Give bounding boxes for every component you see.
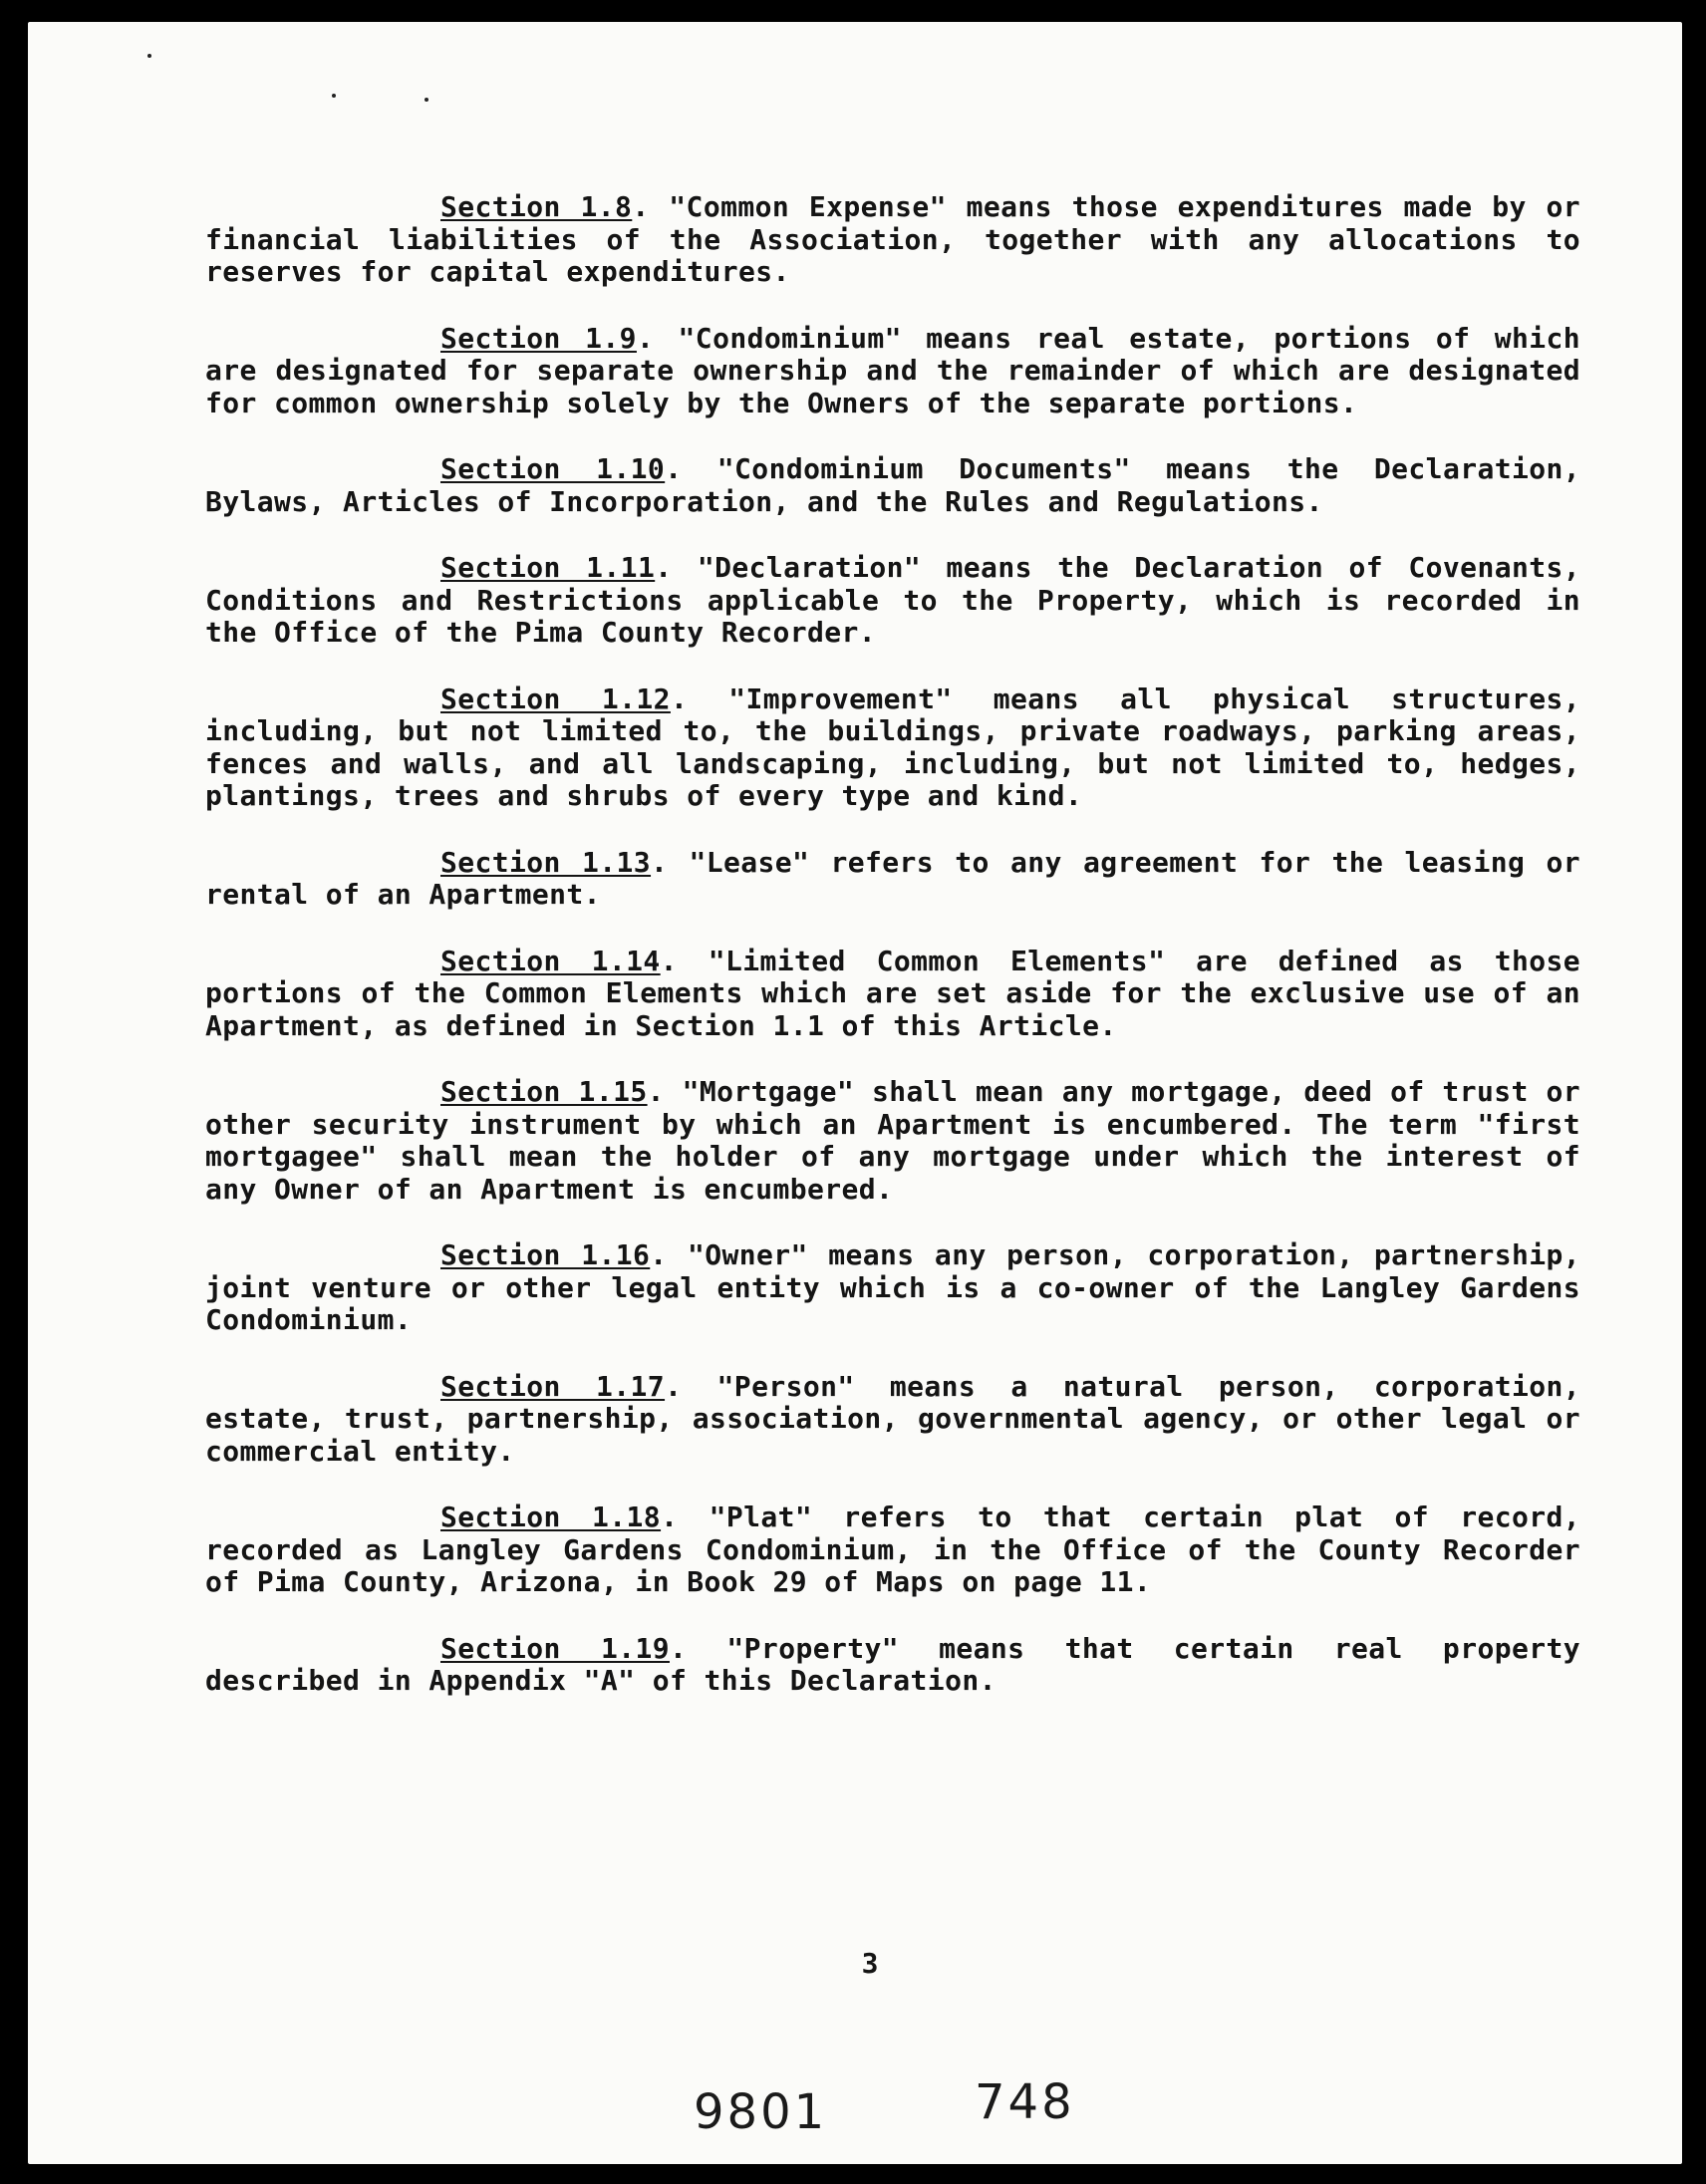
section-text: . "Property" means that certain real property described in Appendix "A" of this Declaration. <box>205 1631 1580 1697</box>
record-page-number: 748 <box>975 2074 1075 2130</box>
section-text: . "Owner" means any person, corporation, partnership, joint venture or other legal entity which is a co-owner of the Langley Gardens Condominium. <box>205 1238 1580 1336</box>
scan-speck <box>332 94 336 98</box>
section-text: . "Condominium Documents" means the Declaration, Bylaws, Articles of Incorporation, and the Rules and Regulations. <box>205 452 1580 518</box>
document-page <box>28 22 1682 2164</box>
section-text: . "Declaration" means the Declaration of Covenants, Conditions and Restrictions applicable to the Property, which is recorded in the Office of the Pima County Recorder. <box>205 551 1580 649</box>
page-number: 3 <box>861 1947 879 1980</box>
record-book-number: 9801 <box>694 2084 828 2140</box>
section-text: . "Common Expense" means those expenditures made by or financial liabilities of the Association, together with any allocations to reserves for capital expenditures. <box>205 190 1580 288</box>
definition-section-1-14 <box>205 946 1580 1043</box>
section-text: . "Limited Common Elements" are defined as those portions of the Common Elements which are set aside for the exclusive use of an Apartment, as defined in Section 1.1 of this Article. <box>205 944 1581 1042</box>
section-label: Section 1.8 <box>440 190 633 223</box>
section-text: . "Mortgage" shall mean any mortgage, deed of trust or other security instrument by which an Apartment is encumbered. The term "first mortgagee" shall mean the holder of any mortgage under which the interest of any Owner of an Apartment is encumbered. <box>205 1075 1580 1206</box>
section-label: Section 1.12 <box>440 682 671 715</box>
definition-section-1-17 <box>205 1371 1580 1469</box>
definition-section-1-19 <box>205 1633 1580 1698</box>
section-text: . "Person" means a natural person, corporation, estate, trust, partnership, association, governmental agency, or other legal or commercial entity. <box>205 1369 1580 1468</box>
section-label: Section 1.11 <box>440 551 656 584</box>
definition-section-1-13 <box>205 847 1580 912</box>
section-label: Section 1.13 <box>440 845 652 879</box>
section-text: . "Condominium" means real estate, portions of which are designated for separate ownership and the remainder of which are designated for common ownership solely by the Owners of the separate portions. <box>205 321 1580 419</box>
definition-section-1-9 <box>205 323 1580 420</box>
definition-section-1-15 <box>205 1076 1580 1206</box>
scan-speck <box>425 98 428 102</box>
definitions-body <box>205 191 1580 1732</box>
section-label: Section 1.9 <box>440 321 637 355</box>
section-label: Section 1.17 <box>440 1369 666 1403</box>
definition-section-1-16 <box>205 1239 1580 1337</box>
section-label: Section 1.18 <box>440 1501 662 1533</box>
scan-speck <box>147 54 151 58</box>
section-text: . "Improvement" means all physical structures, including, but not limited to, the buildings, private roadways, parking areas, fences and walls, and all landscaping, including, but not limited to, hedges, plantings, trees and shrubs of every type and kind. <box>205 682 1580 812</box>
section-label: Section 1.19 <box>440 1631 670 1665</box>
section-label: Section 1.16 <box>440 1238 651 1271</box>
section-label: Section 1.15 <box>440 1075 648 1108</box>
definition-section-1-12 <box>205 683 1580 813</box>
section-label: Section 1.10 <box>440 452 666 485</box>
definition-section-1-8 <box>205 191 1580 289</box>
definition-section-1-18 <box>205 1502 1580 1599</box>
definition-section-1-11 <box>205 552 1580 650</box>
section-text: . "Lease" refers to any agreement for the leasing or rental of an Apartment. <box>205 845 1580 911</box>
definition-section-1-10 <box>205 453 1580 518</box>
section-label: Section 1.14 <box>440 944 661 977</box>
section-text: . "Plat" refers to that certain plat of record, recorded as Langley Gardens Condominium, in the Office of the County Recorder of Pima County, Arizona, in Book 29 of Maps on page 11. <box>205 1501 1580 1598</box>
